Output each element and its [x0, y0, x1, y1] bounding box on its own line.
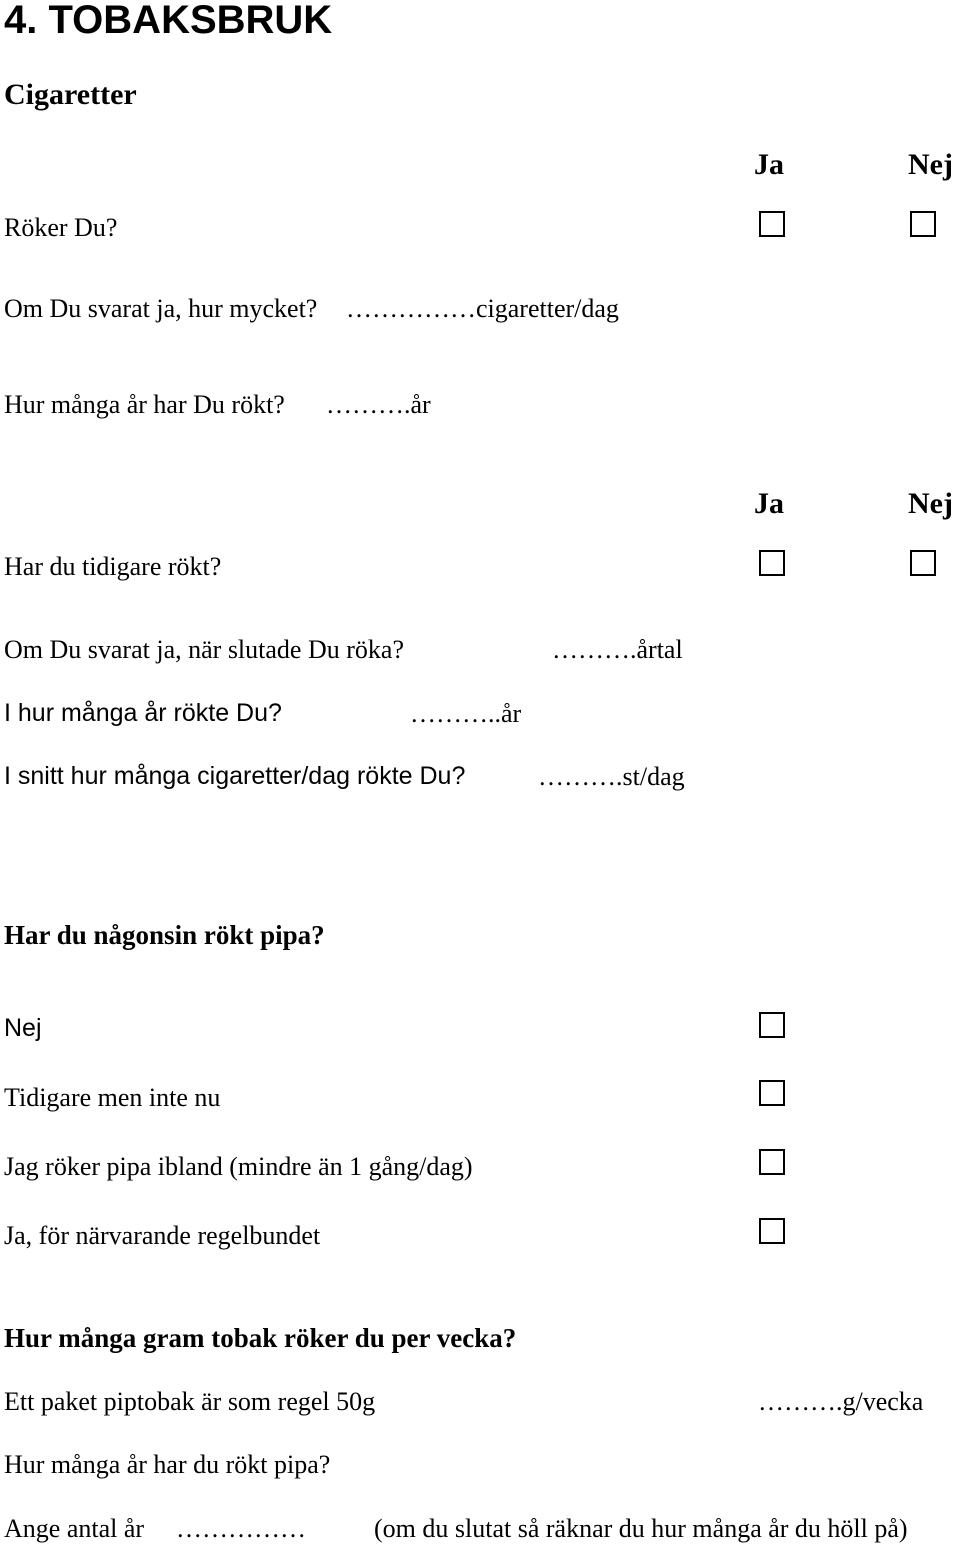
- avg-per-day-blank-field[interactable]: ……….st/dag: [538, 762, 685, 791]
- pipe-option-label: Jag röker pipa ibland (mindre än 1 gång/dag): [4, 1152, 473, 1181]
- grams-blank-field[interactable]: ……….g/vecka: [758, 1387, 924, 1416]
- column-header-yes-2: Ja: [754, 487, 784, 520]
- smoke-no-checkbox[interactable]: [910, 211, 936, 237]
- question-years: Hur många år har Du rökt?: [4, 390, 285, 419]
- years-blank-field[interactable]: ……….år: [326, 390, 431, 419]
- former-yes-checkbox[interactable]: [759, 550, 785, 576]
- pipe-years-blank-field[interactable]: ……………: [176, 1514, 306, 1543]
- pipe-option-former-checkbox[interactable]: [759, 1080, 785, 1106]
- question-avg-per-day: I snitt hur många cigaretter/dag rökte Du?: [4, 762, 466, 790]
- grams-note: Ett paket piptobak är som regel 50g: [4, 1387, 376, 1416]
- grams-question: Hur många gram tobak röker du per vecka?: [4, 1323, 517, 1353]
- pipe-years-label: Ange antal år: [4, 1514, 145, 1543]
- pipe-option-no-checkbox[interactable]: [759, 1012, 785, 1038]
- pipe-option-label: Tidigare men inte nu: [4, 1083, 221, 1112]
- pipe-years-note: (om du slutat så räknar du hur många år du höll på): [374, 1514, 908, 1543]
- question-years-smoked: I hur många år rökte Du?: [4, 699, 282, 727]
- smoke-yes-checkbox[interactable]: [759, 211, 785, 237]
- amount-blank-field[interactable]: ……………cigaretter/dag: [346, 294, 619, 323]
- question-amount: Om Du svarat ja, hur mycket?: [4, 294, 318, 323]
- question-former-smoker: Har du tidigare rökt?: [4, 552, 222, 581]
- column-header-no: Nej: [908, 148, 953, 181]
- pipe-question: Har du någonsin rökt pipa?: [4, 920, 325, 950]
- question-quit-year: Om Du svarat ja, när slutade Du röka?: [4, 635, 404, 664]
- pipe-years-question: Hur många år har du rökt pipa?: [4, 1450, 331, 1479]
- pipe-option-occasional-checkbox[interactable]: [759, 1149, 785, 1175]
- pipe-option-label: Nej: [4, 1014, 42, 1042]
- page-heading: 4. TOBAKSBRUK: [4, 0, 333, 42]
- section-title-cigarettes: Cigaretter: [4, 78, 137, 111]
- former-no-checkbox[interactable]: [910, 550, 936, 576]
- column-header-yes: Ja: [754, 148, 784, 181]
- question-smoke: Röker Du?: [4, 213, 118, 242]
- years-smoked-blank-field[interactable]: ………..år: [410, 699, 522, 728]
- pipe-option-label: Ja, för närvarande regelbundet: [4, 1221, 321, 1250]
- pipe-option-regular-checkbox[interactable]: [759, 1218, 785, 1244]
- column-header-no-2: Nej: [908, 487, 953, 520]
- quit-year-blank-field[interactable]: ……….årtal: [552, 635, 683, 664]
